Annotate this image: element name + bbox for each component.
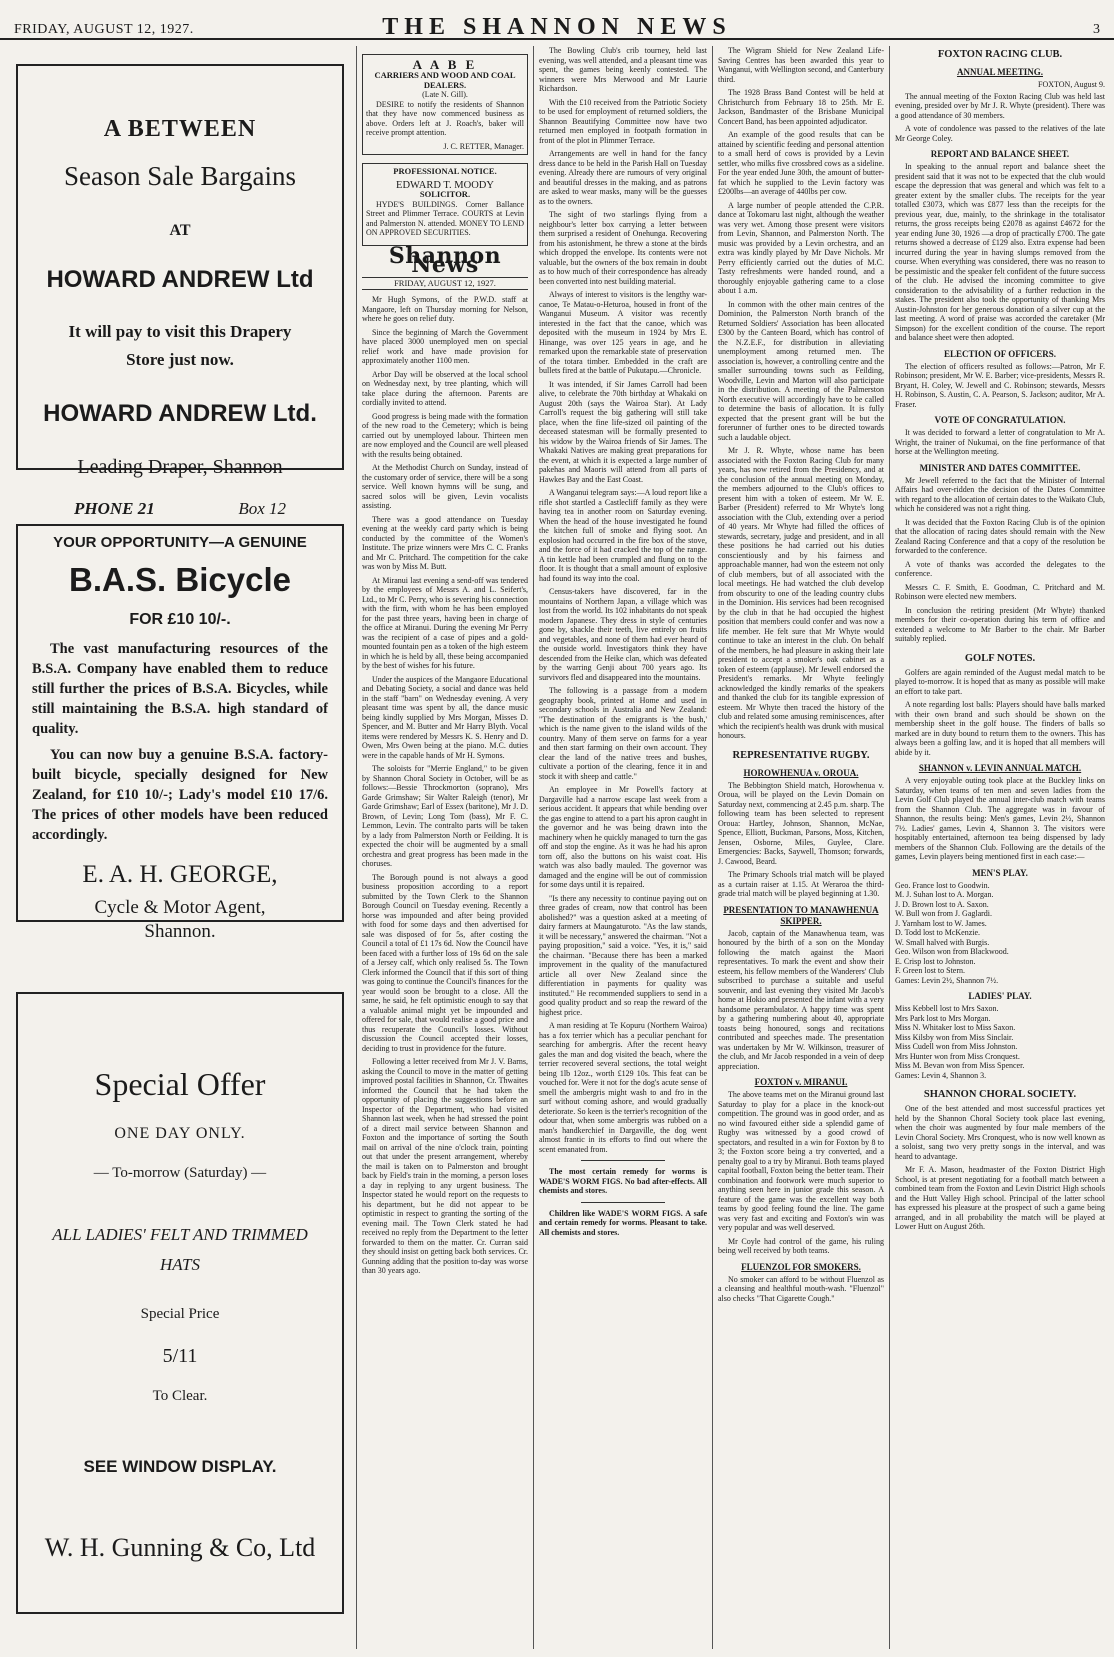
news-paragraph: Mr Hugh Symons, of the P.W.D. staff at Mangaore, left on Thursday morning for Nelson, where he goes on relief duty. xyxy=(362,295,528,323)
page-number: 3 xyxy=(1093,22,1100,37)
ad-title: PROFESSIONAL NOTICE. xyxy=(393,166,497,176)
howard-andrew-advert xyxy=(16,64,344,518)
news-paragraph: In conclusion the retiring president (Mr Whyte) thanked members for their co-operation during his term of office and extended a welcome to Mr Barber to the chair. Mr Barber suitably replied. xyxy=(895,605,1105,643)
news-paragraph: The Bowling Club's crib tourney, held last evening, was well attended, and a pleasant time was spent, the games being keenly contested. The winners were Mrs Merwood and Mr Laurie Richardson. xyxy=(539,46,707,93)
list-item: Mrs Hunter won from Miss Cronquest. xyxy=(895,1051,1020,1061)
section-subheading: HOROWHENUA v. OROUA. xyxy=(743,767,859,778)
list-item: Miss Kilsby won from Miss Sinclair. xyxy=(895,1032,1014,1042)
list-item: J. D. Brown lost to A. Saxon. xyxy=(895,899,989,909)
news-paragraph: With the £10 received from the Patriotic Society to be used for employment of returned soldiers, the Shannon Beautifying Committee now have two returned men employed in footpath formation in front of the plot in Plimmer Terrace. xyxy=(539,97,707,145)
news-paragraph: It was decided to forward a letter of congratulation to Mr A. Wright, the trainer of Nukumai, on the fine performance of that horse at the Wellington meeting. xyxy=(895,428,1105,456)
bsa-bicycle-advert xyxy=(16,524,344,942)
column-2 xyxy=(362,46,528,1651)
ad-line: ONE DAY ONLY. xyxy=(114,1125,246,1142)
section-subheading: MEN'S PLAY. xyxy=(972,867,1028,878)
ad-line: — To-morrow (Saturday) — xyxy=(93,1165,267,1181)
ad-line: A BETWEEN xyxy=(103,116,257,142)
ad-price: 5/11 xyxy=(162,1345,198,1367)
divider xyxy=(581,1202,665,1203)
news-paragraph: The Borough pound is not always a good business proposition according to a report submitted by the Town Clerk to the Shannon Borough Council on Tuesday evening. Recently a horse was impounded and after being provided with food for some days and then advertised for sale was disposed of for 5s, after costing the Council a total of £1 17s 6d. Now the Council have been faced with a further loss of 19s 6d on the sale of a Jersey calf, which only realised 5s. The Town Clerk informed the Council that if this sort of thing was going to continue the Council's finances for the year would soon be brought to a close. All the same, he said, he felt optimistic enough to say that a valuable animal might yet be impounded and offered for sale, that would realise a good price and thus recuperate the Council's losses. Without discussion the Council accepted their losses, deciding to trust in providence for the future. xyxy=(362,872,528,1053)
ad-line: AT xyxy=(169,222,191,239)
news-paragraph: The above teams met on the Miranui ground last Saturday to play for a place in the knock-out competition. The ground was in good order, and as no wind favoured either side a splendid game of Rugby was witnessed by a good crowd of spectators, and resulted in a win for Foxton by 8 to 3; the Foxton score being a try converted, and a penalty goal to a try by Miranui. Both teams played capital football, Foxton being the better team. Their combination and footwork were much superior to anything seen here in junior grade this season. A feature of the game was the excellent way both teams by good feeling found the line. The game was very fast and exciting and Foxton's win was very popular and was well deserved. xyxy=(718,1090,884,1232)
column-3 xyxy=(539,46,707,1651)
ad-line: W. H. Gunning & Co, Ltd xyxy=(44,1533,316,1562)
news-paragraph: A large number of people attended the C.P.R. dance at Tokomaru last night, although the weather was very wet. Among those present were visitors from Levin, Shannon, and Palmerston North. The music was provided by a Levin orchestra, and an extra was kindly played by Mr Dave Nichols. Mr Perry efficiently carried out the duties of M.C. Tasty refreshments were handed round, and a thoroughly enjoyable gathering came to a close about 1 a.m. xyxy=(718,200,884,295)
ad-line: E. A. H. GEORGE, xyxy=(82,861,278,888)
news-paragraph: At the Methodist Church on Sunday, instead of the customary order of service, there will be a song service. Well known hymns will be sung, and sacred solos will be given, Levin vocalists assisting. xyxy=(362,463,528,510)
ad-subtitle: (Late N. Gill). xyxy=(422,90,468,99)
section-subheading: VOTE OF CONGRATULATION. xyxy=(934,415,1066,425)
ad-body: The vast manufacturing resources of the B.S.A. Company have enabled them to reduce still further the prices of B.S.A. Bicycles, while still maintaining the B.S.A. high standard of quality. xyxy=(32,641,328,737)
column-5 xyxy=(895,46,1105,1651)
masthead-date: FRIDAY, AUGUST 12, 1927. xyxy=(14,22,194,37)
ad-line: Special Price xyxy=(140,1306,220,1322)
worm-figs-notice: The most certain remedy for worms is WADE'S WORM FIGS. No bad after-effects. All chemists and stores. xyxy=(539,1167,707,1195)
worm-figs-notice: Children like WADE'S WORM FIGS. A safe and certain remedy for worms. Pleasant to take. All chemists and stores. xyxy=(539,1208,707,1237)
news-paragraph: Arbor Day will be observed at the local school on Wednesday next, by tree planting, which will take place during the afternoon. Parents are cordially invited to attend. xyxy=(362,369,528,407)
box-number: Box 12 xyxy=(238,499,286,518)
column-rule xyxy=(712,46,713,1649)
list-item: D. Todd lost to McKenzie. xyxy=(895,928,981,937)
section-subheading: ANNUAL MEETING. xyxy=(956,67,1043,77)
section-subheading: LADIES' PLAY. xyxy=(968,991,1032,1001)
news-paragraph: Following a letter received from Mr J. V. Barns, asking the Council to move in the matter of getting improved postal facilities in Shannon, Cr. Thwaites informed the Council that he had taken the opportunity of placing the suggestions before an Inspector of the Department, who had visited Shannon last week, when he had stressed the point of a direct mail service between Shannon and Foxton and the importance of sorting the South mail on arrival of the nine o'clock train, pointing out that under the present arrangement, whereby the mail is taken on to Palmerston and brought back by Field's train in the morning, a person loses a day in replying to any urgent business. The Inspector stated he would report on the requests to his department, but he did not appear to be optimistic in respect to granting the sorting of the evening mail. The Town Clerk stated he had received no reply from the Department to the letter forwarded to them on the matter. Cr. Curran said they should insist on getting back both services. Cr. Gunning adding that the position to-day was worse than 30 years ago. xyxy=(362,1057,528,1275)
news-paragraph: In common with the other main centres of the Dominion, the Palmerston North branch of the Returned Soldiers' Association has been allocated £300 by the Canteen Board, which has control of the N.Z.E.F., for distribution in alleviating unemployment among returned men. The association is, however, a controlling centre and the smaller surrounding towns such as Feilding, Woodville, Levin and Marton will also participate in the distribution. A meeting of the Palmerston North executive will accordingly have to be called to determine the basis of allocation. It is fully expected that the present grant will be but the forerunner of further ones to be directed towards such a laudable object. xyxy=(718,299,884,442)
news-paragraph: The soloists for "Merrie England," to be given by Shannon Choral Society in October, will be as follows:—Bessie Throckmorton (soprano), Mrs Garde Grimshaw; Sir Walter Raleigh (tenor), Mr Garde Grimshaw; Earl of Essex (baritone), Mr J. D. Brown, of Levin; Long Tom (bass), Mr F. C. Lemmon, Levin. The contralto parts will be taken by a lady from Palmerston North or Feilding. It is expected the choir will be augmented by a small orchestra and great progress has been made in the choruses. xyxy=(362,764,528,868)
section-subheading: REPORT AND BALANCE SHEET. xyxy=(930,149,1070,159)
ad-title: A A B E xyxy=(412,57,478,72)
ad-line: Special Offer xyxy=(94,1066,266,1102)
news-paragraph: The Primary Schools trial match will be played as a curtain raiser at 1.15. At Weraroa the third-grade trial match will be played beginning at 1.30. xyxy=(718,870,884,898)
section-heading: SHANNON v. LEVIN ANNUAL MATCH. xyxy=(918,763,1082,773)
ad-line: HOWARD ANDREW Ltd xyxy=(46,266,314,293)
news-paragraph: Since the beginning of March the Government have placed 3000 unemployed men on special relief work and have made provision for approximately another 1100 men. xyxy=(362,327,528,365)
news-paragraph: Mr Coyle had control of the game, his ruling being well received by both teams. xyxy=(718,1236,884,1255)
list-item: W. Small halved with Burgis. xyxy=(895,937,990,947)
news-paragraph: The annual meeting of the Foxton Racing Club was held last evening, presided over by Mr J. R. Whyte (president). There was a good attendance of 30 members. xyxy=(895,91,1105,120)
news-paragraph: A very enjoyable outing took place at the Buckley links on Saturday, when teams of ten men and seven ladies from the Levin Golf Club played the annual inter-club match with teams from the Shannon Club. The aggregate was in favour of Shannon, the results being: Men's games, Levin 2½, Shannon 7½. Ladies' games, Levin 4, Shannon 3. The visitors were hospitably entertained, afternoon tea being dispensed by lady members of the Shannon Club. Following are the details of the games, Levin players being mentioned first in each case:— xyxy=(895,776,1105,861)
news-paragraph: No smoker can afford to be without Fluenzol as a cleansing and healthful mouth-wash. "Fluenzol" also checks "That Cigarette Cough." xyxy=(718,1274,884,1303)
column-4 xyxy=(718,46,884,1651)
news-paragraph: A man residing at Te Kopuru (Northern Wairoa) has a fox terrier which has a peculiar penchant for searching for ambergris. After the recent heavy gales the man and dog visited the beach, where the terrier recovered several sections, the total weight being 1lb 12oz., worth £129 10s. This feat can be vouched for. Were it not for the dog's acute sense of smell the ambergris might wash to and fro in the surf without coming ashore, and would gradually deteriorate. So keen is the terrier's recognition of the odour that, when some ambergris was rubbed on a man's handkerchief in Dargaville, the dog went almost frantic in its efforts to find out where the scent emanated from. xyxy=(539,1021,707,1154)
divider xyxy=(581,1160,665,1161)
list-item: M. J. Suhan lost to A. Morgan. xyxy=(895,890,994,899)
ad-name: EDWARD T. MOODY xyxy=(396,179,494,191)
aabe-advert xyxy=(362,54,528,155)
news-paragraph: "Is there any necessity to continue paying out on three grades of cream, now that control has been abolished?" was a question asked at a meeting of dairy farmers at Maungaturoto. "As the law stands, it will be necessary," answered the chairman. "Not a paying proposition," said a voice. "Yes, it is," said the chairman. "Because there has been a marked improvement in the quality of the manufactured article all over New Zealand since the differentiation in payments for quality was instituted." He recommended suppliers to send in a good quality product and so reap the reward of the highest price. xyxy=(539,893,707,1017)
list-item: Games: Levin 4, Shannon 3. xyxy=(895,1070,987,1080)
list-item: J. Yarnham lost to W. James. xyxy=(895,918,987,928)
ad-line: Shannon. xyxy=(144,921,216,942)
news-paragraph: The following is a passage from a modern geography book, printed at Home and used in secondary schools in Australia and New Zealand: "The destination of the emigrants is 'the bush,' which is the name given to the island wilds of the country. Many of them serve on farms for a year and then start farming on their own account. They clear the land of the native trees and bushes, cultivate a portion of the clearing, fence it in and stock it with sheep and cattle." xyxy=(539,686,707,781)
news-paragraph: Mr Jewell referred to the fact that the Minister of Internal Affairs had over-ridden the decision of the Dates Committee with regard to the allocation of certain dates to the Waikato Club, which he considered was not a right thing. xyxy=(895,475,1105,513)
news-paragraph: Under the auspices of the Mangaore Educational and Debating Society, a social and dance was held in the staff "barn" on Wednesday evening. A very pleasant time was spent by all, the dance music being kindly supplied by Mrs Morgan, Misses D. Spencer, and M. Butter and Mr Harry Blyth. Vocal items were rendered by Messrs K. S. Henry and D. Owen, Mrs Owen being at the piano. M.C. duties were in the capable hands of Mr H. Symons. xyxy=(362,674,528,760)
news-paragraph: Golfers are again reminded of the August medal match to be played to-morrow. It is hoped that as many as possible will make an effort to take part. xyxy=(895,667,1105,696)
section-heading: FOXTON RACING CLUB. xyxy=(937,49,1063,60)
dateline: FOXTON, August 9. xyxy=(1038,80,1105,89)
ad-body: You can now buy a genuine B.S.A. factory-built bicycle, specially designed for New Zealand, for £10 10/-; Lady's model £10 17/6. The prices of other models have been reduced accordingly. xyxy=(32,747,328,843)
ad-line: ALL LADIES' FELT AND TRIMMED HATS xyxy=(52,1225,308,1274)
news-paragraph: Always of interest to visitors is the lengthy war-canoe, Te Matau-o-Heturoa, housed in front of the Wanganui Museum. A visitor was recently interested in the fact that the canoe, which was deposited with the museum in 1924 by Mrs E. Hinange, was over 125 years in age, and he remarked upon the remarkable state of preservation of the totara timber. Embedded in the craft are bullets fired at the battle of Pukutapu.—Chronicle. xyxy=(539,290,707,375)
news-paragraph: There was a good attendance on Tuesday evening at the weekly card party which is being conducted by the committee of the Women's Institute. The prize winners were Mrs C. C. Franks and Mr C. Pritchard. The competition for the cake was won by Miss M. Butt. xyxy=(362,514,528,571)
list-item: W. Bull won from J. Gaglardi. xyxy=(895,909,993,918)
list-item: Games: Levin 2½, Shannon 7½. xyxy=(895,975,999,985)
section-subheading: ELECTION OF OFFICERS. xyxy=(944,348,1056,359)
ad-line: Season Sale Bargains xyxy=(64,161,296,191)
news-paragraph: The election of officers resulted as follows:—Patron, Mr F. Robinson; president, Mr W. E. Barber; vice-presidents, Messrs R. Bryant, H. Coley, W. Jewell and C. Robinson; stewards, Messrs H. Robinson, S. Austin, C. A. Pearson, S. Jackson; auditor, Mr A. Fraser. xyxy=(895,361,1105,409)
ad-line: It will pay to visit this Drapery xyxy=(68,322,292,341)
ad-line: YOUR OPPORTUNITY—A GENUINE xyxy=(53,534,307,551)
list-item: Miss M. Bevan won from Miss Spencer. xyxy=(895,1061,1025,1070)
list-item: Geo. Wilson won from Blackwood. xyxy=(895,947,1009,956)
ad-line: HOWARD ANDREW Ltd. xyxy=(43,400,317,427)
news-paragraph: A vote of condolence was passed to the relatives of the late Mr George Coley. xyxy=(895,124,1105,143)
list-item: Miss Kebbell lost to Mrs Saxon. xyxy=(895,1004,999,1013)
section-heading: FOXTON v. MIRANUI. xyxy=(754,1077,848,1087)
news-paragraph: An employee in Mr Powell's factory at Dargaville had a narrow escape last week from a serious accident. It appears that while bending over the gas engine to attend to a part his apron caught in the governor and he was being drawn into the machinery when he quickly managed to turn the gas off and stop the engine. As it was he had his apron torn off, also the buttons on his waist coat. His watch was also badly mauled. The governor was damaged and the engine will be out of commission for some days until it is repaired. xyxy=(539,785,707,889)
news-paragraph: In speaking to the annual report and balance sheet the president said that it was not to be expected that the club would escape the depression that was general and which was felt to a greater extent by the smaller clubs. The receipts for the year totalled £3073, which was £877 less than the receipts for the previous year, due, mainly, to the shrinkage in the totalisator returns, the gross receipts being £2078 as against £4672 for the year ending June 30, 1926 —a drop of practically £700. The gate returns showed a decrease of £129 also. Extra expense had been incurred during the year in having slumps removed from the course. When everything was considered, there was no reason to be pessimistic and the speaker felt confident of the future success of the club. He advised the incoming committee to give consideration to the advisability of a further reduction in the stakes. The president also took the opportunity of thanking Mrs Austin-Johnston for her generous donation of a silver cup at the last meeting. A word of praise was accorded the caretaker (Mr Simpson) for the excellent condition of the course. The report and balance sheet were then adopted. xyxy=(895,162,1105,342)
news-paragraph: It was intended, if Sir James Carroll had been alive, to celebrate the 70th birthday at Whakaki on August 20th (says the Wairoa Star). At Lady Carroll's request the big gathering will still take place, when the fine life-sized oil painting of the deceased statesman will be formally presented to his widow by the Wairoa friends of Sir James. The Whakaki Natives are making great preparations for the event, at which it is expected a large number of pakehas and Maoris will attend from all parts of Hawkes Bay and the East Coast. xyxy=(539,379,707,484)
news-paragraph: Good progress is being made with the formation of the new road to the Cemetery; which is being carried out by unemployed labour. Thirteen men are now employed and the Council are well pleased with the results being obtained. xyxy=(362,411,528,459)
ad-line: FOR £10 10/-. xyxy=(129,611,231,628)
section-heading: SHANNON CHORAL SOCIETY. xyxy=(923,1089,1077,1100)
ad-line: Cycle & Motor Agent, xyxy=(94,897,266,918)
list-item: Miss N. Whitaker lost to Miss Saxon. xyxy=(895,1023,1016,1032)
news-paragraph: Jacob, captain of the Manawhenua team, was honoured by the birth of a son on the Monday following the match against the Maori representatives. To mark the event and show their esteem, his fellow members of the Wanderers' Club subscribed to purchase a suitable and useful souvenir, and last evening they visited Mr Jacob's home at Hokio and presented the infant with a very handsome perambulator. A happy time was spent by a gathering numbering about 40, appropriate toasts being honoured, songs and recitations contributed and speeches made. The presentation was undertaken by Mr W. Wilkinson, treasurer of the club, and Mr Jacob responded in a vein of deep appreciation. xyxy=(718,928,884,1071)
column-rule xyxy=(533,46,534,1649)
news-paragraph: Census-takers have discovered, far in the mountains of Northern Japan, a village which was lost from the world. Its 102 inhabitants do not speak modern Japanese. They dress in style of centuries gone by, shackle their teeth, live entirely on fruits and vegetables, and none of them had ever heard of the outside world. Investigators think they have descended from the Heike clan, which was defeated by the warring Genji about 700 years ago. Its survivors fled and disappeared into the mountains. xyxy=(539,587,707,682)
section-subheading: MINISTER AND DATES COMMITTEE. xyxy=(919,462,1081,473)
edition-date: FRIDAY, AUGUST 12, 1927. xyxy=(362,277,528,291)
news-paragraph: Arrangements are well in hand for the fancy dress dance to be held in the Parish Hall on Tuesday evening. Already there are rumours of very original and beautiful dresses in the making, and as patrons are asked to wear masks, many will be the guesses as to the owners. xyxy=(539,149,707,206)
news-paragraph: The Wigram Shield for New Zealand Life-Saving Centres has been awarded this year to Wanganui, with Wellington second, and Canterbury third. xyxy=(718,46,884,84)
column-rule xyxy=(356,46,357,1649)
results-list xyxy=(895,1004,1105,1080)
ad-signature: J. C. RETTER, Manager. xyxy=(443,141,524,151)
ad-subtitle: SOLICITOR. xyxy=(419,189,471,199)
masthead-title: THE SHANNON NEWS xyxy=(382,14,732,40)
masthead xyxy=(0,0,1114,40)
results-list xyxy=(895,881,1105,986)
ad-line: SEE WINDOW DISPLAY. xyxy=(83,1457,277,1476)
ad-line: B.A.S. Bicycle xyxy=(69,561,291,598)
phone-number: PHONE 21 xyxy=(74,499,155,518)
news-paragraph: The 1928 Brass Band Contest will be held at Christchurch from February 18 to 25th. Mr E. Jackson, Bandmaster of the Brisbane Municipal Concert Band, has been appointed adjudicator. xyxy=(718,88,884,126)
list-item: Mrs Park lost to Mrs Morgan. xyxy=(895,1013,991,1023)
news-paragraph: An example of the good results that can be attained by scientific feeding and personal attention to a small herd of cows is provided by a Levin settler, who milks five crossbred cows as a sideline. For the year ended June 30th, the amount of butter-fat which he supplied to the Levin factory was £200lbs—an average of 440lbs per cow. xyxy=(718,130,884,196)
list-item: Miss Cudell won from Miss Johnston. xyxy=(895,1042,1018,1051)
news-paragraph: One of the best attended and most successful practices yet held by the Shannon Choral Society took place last evening, when the choir was augmented by four male members of the Levin Choral Society. Mrs Cronquest, who is now well known as a soloist, sang two very pretty songs in the interval, and was heard to advantage. xyxy=(895,1104,1105,1161)
ad-line: Store just now. xyxy=(126,350,234,369)
ad-subtitle: CARRIERS AND WOOD AND COAL DEALERS. xyxy=(374,70,516,90)
news-paragraph: A vote of thanks was accorded the delegates to the conference. xyxy=(895,559,1105,578)
section-heading: PRESENTATION TO MANAWHENUA SKIPPER. xyxy=(723,904,879,926)
section-heading: FLUENZOL FOR SMOKERS. xyxy=(741,1261,861,1272)
ad-line: Leading Draper, Shannon xyxy=(77,456,283,478)
paper-nameplate: Shannon News xyxy=(388,242,502,278)
news-paragraph: A note regarding lost balls: Players should have balls marked with their own brand and such should be shown on the membership sheet in the golf house. The finders of balls so marked are in duty bound to return them to the owners. This has always been a golfing law, and it is hoped that all members will abide by it. xyxy=(895,700,1105,757)
section-heading: GOLF NOTES. xyxy=(964,652,1036,664)
news-paragraph: The Bebbington Shield match, Horowhenua v. Oroua, will be played on the Levin Domain on Saturday next, commencing at 2.45 p.m. sharp. The following team has been selected to represent Oroua: Hartley, Johnson, Shannon, McNae, Spence, Elliott, Buckman, Parsons, Moss, Kitchen, Jensen, Osborne, Miles, Guylee, Clare. Emergencies: Backs, Saywell, Thomson; forwards, J. Cawood, Beard. xyxy=(718,780,884,866)
news-paragraph: The sight of two starlings flying from a neighbour's letter box carrying a letter between them surprised a resident of Onehunga. Recovering from his astonishment, he threw a stone at the birds which dropped the envelope. Its contents were not valuable, but the owners of the box remain in doubt as to how much of their correspondence has already been converted into nest building material. xyxy=(539,210,707,286)
moody-advert xyxy=(362,163,528,246)
news-paragraph: Mr F. A. Mason, headmaster of the Foxton District High School, is at present negotiating for a football match between a combined team from the Foxton and Levin District High schools and the Hutt Valley High school. Principal of the latter school has expressed his pleasure at the prospect of such a game being arranged, and in all probability the match will be played at Lower Hutt on August 26th. xyxy=(895,1165,1105,1231)
column-rule xyxy=(889,46,890,1649)
list-item: F. Green lost to Stern. xyxy=(895,966,966,975)
list-item: Geo. France lost to Goodwin. xyxy=(895,880,990,890)
news-paragraph: It was decided that the Foxton Racing Club is of the opinion that the allocation of racing dates should remain with the New Zealand Racing Conference and that a copy of the resolution be forwarded to the conference. xyxy=(895,517,1105,555)
ad-body: HYDE'S BUILDINGS. Corner Ballance Street and Plimmer Terrace. COURTS at Levin and Palmerston N. attended. MONEY TO LEND ON APPROVED SECURITIES. xyxy=(366,199,524,237)
list-item: E. Crisp lost to Johnston. xyxy=(895,956,976,966)
news-paragraph: A Wanganui telegram says:—A loud report like a rifle shot startled a Castlecliff family as they were having tea in another room on Saturday evening. When the head of the house investigated he found the kitchen full of smoke and flying soot. An explosion had occurred in the fire box of the stove, and the force of it had cracked the top of the range. A tin kettle had been crumpled and flung on to the floor. It is thought that a small amount of explosive had found its way into the coal. xyxy=(539,488,707,583)
news-paragraph: At Miranui last evening a send-off was tendered by the employees of Messrs A. and L. Seifert's, Ltd., to Mr C. Perry, who is severing his connection with the firm, with whom he has been employed for the past three years, having been in charge of the office at Miranui. During the evening Mr Perry was the recipient of a case of pipes and a gold-mounted fountain pen as a token of the high esteem in which he is held by all, these being accompanied by the best of wishes for his future. xyxy=(362,575,528,670)
ad-body: DESIRE to notify the residents of Shannon that they have now commenced business as above. Orders left at J. Roach's, baker will receive prompt attention. xyxy=(366,99,524,137)
section-heading: REPRESENTATIVE RUGBY. xyxy=(732,749,870,761)
news-paragraph: Messrs C. F. Smith, E. Goodman, C. Pritchard and M. Robinson were elected new members. xyxy=(895,582,1105,601)
ad-line: To Clear. xyxy=(152,1388,208,1404)
news-paragraph: Mr J. R. Whyte, whose name has been associated with the Foxton Racing Club for many years, has now retired from the Presidency, and at the conclusion of the annual meeting on Monday, the members adjourned to the Club's offices to present him with a token of esteem. Mr W. E. Barber (President) referred to Mr Whyte's long association with the Club, extending over a period of 40 years. Mr Whyte had filled the offices of stewards, secretary, judge and president, and in all these positions he had carried out his duties conscientiously and by his fairness and approachable manner, had won the esteem not only of club members, but of all associated with the local meetings. He had watched the club develop from obscurity to one of the leading country clubs in the Dominion. His services had been recognised by the club in that he had occupied the highest position that members could confer and was now a life member. He felt sure that Mr Whyte would continue to take an interest in the club. On behalf of the members, he had pleasure in asking their late president to accept a smoker's oak cabinet as a token of esteem (applause). Mr Jewell endorsed the President's remarks. Mr Whyte feelingly acknowledged the kindly remarks of the speakers and thanked the club for its tangible expression of esteem. Mr Whyte then traced the history of the club and related some amusing reminiscences, after which the recipient's health was drunk with musical honours. xyxy=(718,446,884,740)
gunning-hats-advert xyxy=(16,992,344,1614)
